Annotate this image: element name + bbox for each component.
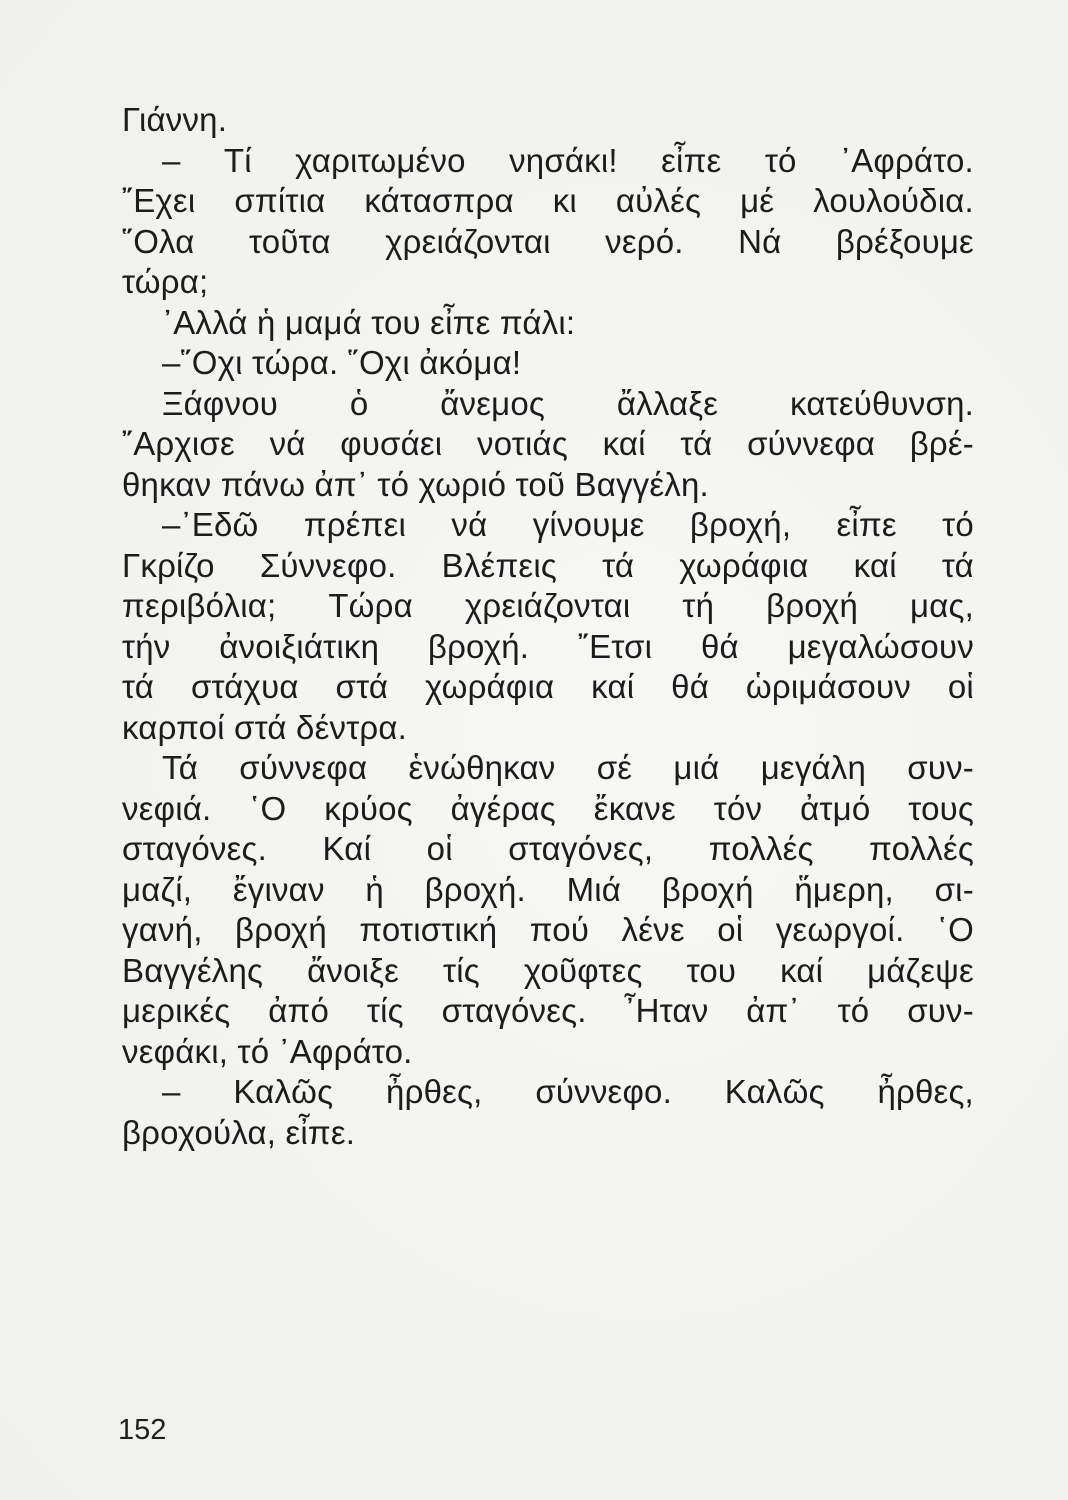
text-line: μαζί, ἔγιναν ἡ βροχή. Μιά βροχή ἥμερη, σι- (122, 870, 974, 908)
text-line: – Καλῶς ἦρθες, σύννεφο. Καλῶς ἦρθες, (162, 1073, 974, 1110)
text-line: Γκρίζο Σύννεφο. Βλέπεις τά χωράφια καί τά (122, 546, 974, 584)
text-line: Βαγγέλης ἄνοιξε τίς χοῦφτες του καί μάζεψε (122, 951, 974, 989)
text-line: τήν ἀνοιξιάτικη βροχή. ῎Ετσι θά μεγαλώσουν (122, 627, 974, 665)
text-line: Ξάφνου ὁ ἄνεμος ἄλλαξε κατεύθυνση. (162, 384, 974, 422)
text-line: ῞Ολα τοῦτα χρειάζονται νερό. Νά βρέξουμε (122, 222, 974, 260)
text-line: περιβόλια; Τώρα χρειάζονται τή βροχή μας, (122, 587, 974, 624)
text-line: γανή, βροχή ποτιστική πού λένε οἱ γεωργοί. ῾Ο (122, 911, 974, 948)
text-line: ῎Αρχισε νά φυσάει νοτιάς καί τά σύννεφα βρέ- (122, 425, 974, 462)
text-line: βροχούλα, εἶπε. (122, 1113, 356, 1151)
text-line: ῎Εχει σπίτια κάτασπρα κι αὐλές μέ λουλούδια. (122, 182, 974, 219)
text-line: νεφάκι, τό ᾿Αφράτο. (122, 1032, 413, 1070)
text-line: –᾿Εδῶ πρέπει νά γίνουμε βροχή, εἶπε τό (162, 506, 974, 543)
text-line: τά στάχυα στά χωράφια καί θά ὡριμάσουν οἱ (122, 668, 974, 705)
body-text (122, 100, 974, 1153)
text-line: σταγόνες. Καί οἱ σταγόνες, πολλές πολλές (122, 830, 974, 867)
text-line: θηκαν πάνω ἀπ᾿ τό χωριό τοῦ Βαγγέλη. (122, 465, 709, 503)
page-number: 152 (118, 1414, 167, 1446)
text-line: Τά σύννεφα ἑνώθηκαν σέ μιά μεγάλη συν- (162, 749, 974, 786)
text-line: – Τί χαριτωμένο νησάκι! εἶπε τό ᾿Αφράτο. (162, 141, 974, 179)
text-line: ᾿Αλλά ἡ μαμά του εἶπε πάλι: (162, 303, 576, 341)
text-line: –῞Οχι τώρα. ῞Οχι ἀκόμα! (162, 344, 522, 381)
text-line: νεφιά. ῾Ο κρύος ἀγέρας ἔκανε τόν ἀτμό τους (122, 789, 974, 827)
text-line: τώρα; (122, 263, 209, 300)
text-line: Γιάννη. (122, 101, 228, 138)
text-line: καρποί στά δέντρα. (122, 708, 408, 746)
text-line: μερικές ἀπό τίς σταγόνες. ῏Ηταν ἀπ᾿ τό συν- (122, 992, 974, 1029)
